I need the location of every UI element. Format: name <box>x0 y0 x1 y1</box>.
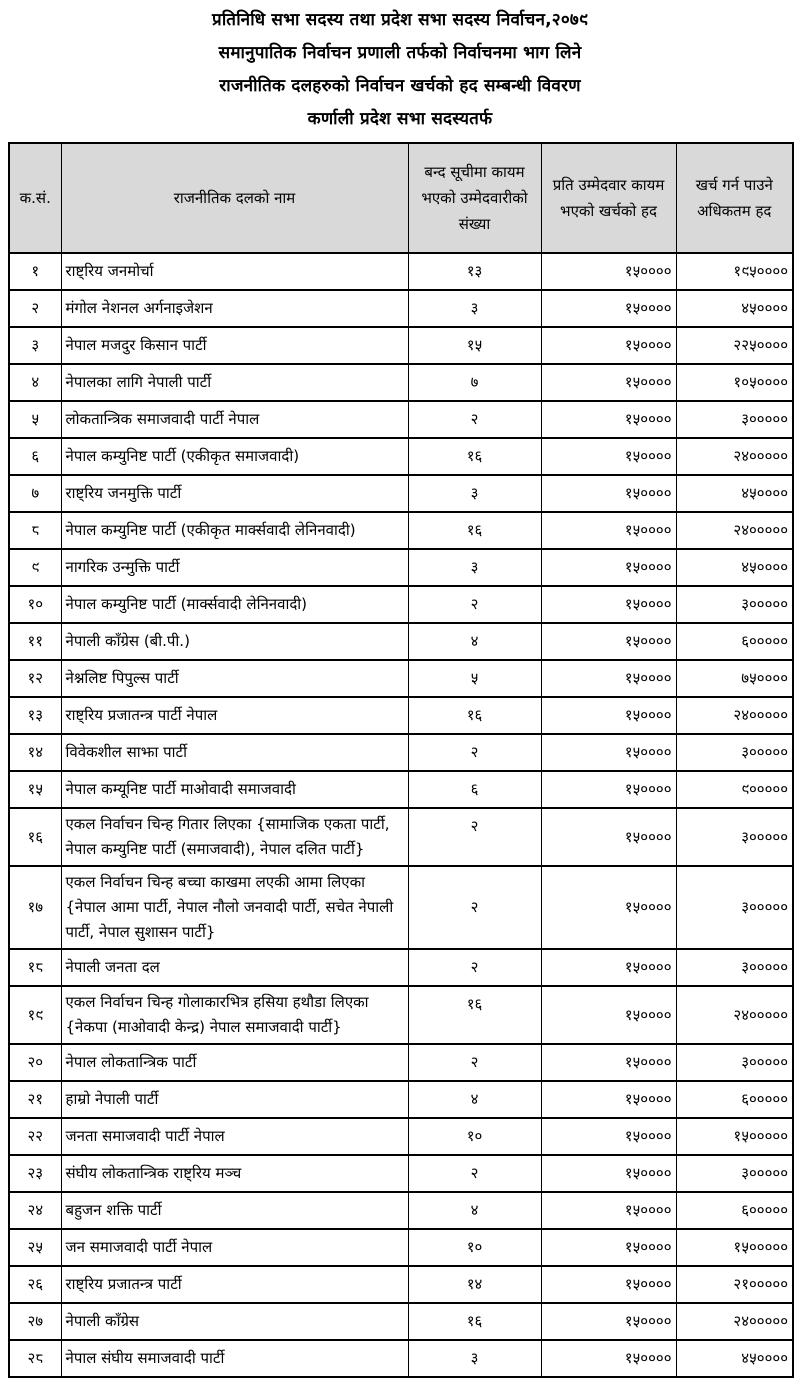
table-row <box>9 866 793 949</box>
table-row <box>9 1155 793 1192</box>
party-name-cell: लोकतान्त्रिक समाजवादी पार्टी नेपाल <box>61 401 408 438</box>
candidate-count-cell: १३ <box>408 253 541 290</box>
candidate-count-cell: २ <box>408 401 541 438</box>
per-candidate-limit-cell: १५०००० <box>541 549 676 586</box>
serial-number-cell: १० <box>9 586 61 623</box>
serial-number-cell: ३ <box>9 327 61 364</box>
table-row <box>9 438 793 475</box>
party-name-cell: नेपाली काँग्रेस (बी.पी.) <box>61 623 408 660</box>
serial-number-cell: १७ <box>9 866 61 949</box>
party-name-cell: संघीय लोकतान्त्रिक राष्ट्रिय मञ्च <box>61 1155 408 1192</box>
party-name-cell: नेपाल संघीय समाजवादी पार्टी <box>61 1340 408 1377</box>
candidate-count-cell: १० <box>408 1118 541 1155</box>
party-name-cell: राष्ट्रिय जनमोर्चा <box>61 253 408 290</box>
maximum-limit-cell: ९००००० <box>676 771 793 808</box>
serial-number-cell: ५ <box>9 401 61 438</box>
maximum-limit-cell: ३००००० <box>676 949 793 986</box>
document-title-block <box>0 10 800 129</box>
per-candidate-limit-cell: १५०००० <box>541 1081 676 1118</box>
per-candidate-limit-cell: १५०००० <box>541 475 676 512</box>
party-name-cell: नेपाल कम्यूनिष्ट पार्टी माओवादी समाजवादी <box>61 771 408 808</box>
maximum-limit-cell: ३००००० <box>676 586 793 623</box>
per-candidate-limit-cell: १५०००० <box>541 1266 676 1303</box>
per-candidate-limit-cell: १५०००० <box>541 1303 676 1340</box>
party-name-cell: एकल निर्वाचन चिन्ह बच्चा काखमा लएकी आमा लिएका {नेपाल आमा पार्टी, नेपाल नौलो जनवादी पार्टी, सचेत नेपाली पार्टी, नेपाल सुशासन पार्टी} <box>61 866 408 949</box>
election-expense-limit-table <box>8 142 794 1378</box>
maximum-limit-cell: १९५०००० <box>676 253 793 290</box>
maximum-limit-cell: ३००००० <box>676 1155 793 1192</box>
per-candidate-limit-cell: १५०००० <box>541 771 676 808</box>
candidate-count-cell: १० <box>408 1229 541 1266</box>
table-row <box>9 660 793 697</box>
candidate-count-cell: ४ <box>408 1081 541 1118</box>
party-name-cell: एकल निर्वाचन चिन्ह गितार लिएका {सामाजिक एकता पार्टी, नेपाल कम्युनिष्ट पार्टी (समाजवादी), नेपाल दलित पार्टी} <box>61 808 408 866</box>
per-candidate-limit-cell: १५०००० <box>541 623 676 660</box>
candidate-count-cell: २ <box>408 949 541 986</box>
serial-number-cell: ७ <box>9 475 61 512</box>
maximum-limit-cell: १५००००० <box>676 1118 793 1155</box>
maximum-limit-cell: २४००००० <box>676 512 793 549</box>
maximum-limit-cell: ४५०००० <box>676 549 793 586</box>
maximum-limit-cell: ४५०००० <box>676 475 793 512</box>
table-row <box>9 1303 793 1340</box>
table-row <box>9 1266 793 1303</box>
candidate-count-cell: १६ <box>408 438 541 475</box>
maximum-limit-cell: ३००००० <box>676 866 793 949</box>
candidate-count-cell: २ <box>408 808 541 866</box>
serial-number-cell: ११ <box>9 623 61 660</box>
maximum-limit-cell: २४००००० <box>676 986 793 1044</box>
table-row <box>9 697 793 734</box>
per-candidate-limit-cell: १५०००० <box>541 401 676 438</box>
serial-number-cell: १५ <box>9 771 61 808</box>
party-name-cell: नेपाली काँग्रेस <box>61 1303 408 1340</box>
serial-number-cell: २ <box>9 290 61 327</box>
maximum-limit-cell: ४५०००० <box>676 1340 793 1377</box>
candidate-count-cell: १४ <box>408 1266 541 1303</box>
candidate-count-cell: २ <box>408 1044 541 1081</box>
serial-number-cell: ६ <box>9 438 61 475</box>
header-closed-list-candidate-count: बन्द सूचीमा कायम भएको उम्मेदवारीको संख्या <box>408 143 541 253</box>
table-row <box>9 949 793 986</box>
per-candidate-limit-cell: १५०००० <box>541 586 676 623</box>
table-row <box>9 401 793 438</box>
maximum-limit-cell: १०५०००० <box>676 364 793 401</box>
per-candidate-limit-cell: १५०००० <box>541 1192 676 1229</box>
serial-number-cell: २३ <box>9 1155 61 1192</box>
table-row <box>9 1044 793 1081</box>
party-name-cell: नेपाल लोकतान्त्रिक पार्टी <box>61 1044 408 1081</box>
candidate-count-cell: २ <box>408 866 541 949</box>
table-row <box>9 586 793 623</box>
per-candidate-limit-cell: १५०००० <box>541 808 676 866</box>
serial-number-cell: २२ <box>9 1118 61 1155</box>
serial-number-cell: १९ <box>9 986 61 1044</box>
party-name-cell: राष्ट्रिय प्रजातन्त्र पार्टी नेपाल <box>61 697 408 734</box>
table-header <box>9 143 793 253</box>
party-name-cell: राष्ट्रिय जनमुक्ति पार्टी <box>61 475 408 512</box>
header-serial-number: क.सं. <box>9 143 61 253</box>
party-name-cell: हाम्रो नेपाली पार्टी <box>61 1081 408 1118</box>
title-line-3: राजनीतिक दलहरुको निर्वाचन खर्चको हद सम्बन्धी विवरण <box>219 76 581 96</box>
party-name-cell: बहुजन शक्ति पार्टी <box>61 1192 408 1229</box>
table-row <box>9 808 793 866</box>
title-line-2: समानुपातिक निर्वाचन प्रणाली तर्फको निर्वाचनमा भाग लिने <box>218 43 582 63</box>
per-candidate-limit-cell: १५०००० <box>541 1118 676 1155</box>
table-row <box>9 253 793 290</box>
maximum-limit-cell: २४००००० <box>676 1303 793 1340</box>
per-candidate-limit-cell: १५०००० <box>541 512 676 549</box>
table-row <box>9 986 793 1044</box>
maximum-limit-cell: ३००००० <box>676 1044 793 1081</box>
candidate-count-cell: १५ <box>408 327 541 364</box>
candidate-count-cell: २ <box>408 1155 541 1192</box>
serial-number-cell: २१ <box>9 1081 61 1118</box>
per-candidate-limit-cell: १५०००० <box>541 949 676 986</box>
serial-number-cell: ४ <box>9 364 61 401</box>
maximum-limit-cell: ६००००० <box>676 623 793 660</box>
candidate-count-cell: १६ <box>408 697 541 734</box>
per-candidate-limit-cell: १५०००० <box>541 1155 676 1192</box>
title-line-4: कर्णाली प्रदेश सभा सदस्यतर्फ <box>307 109 493 129</box>
party-name-cell: नेपाल मजदुर किसान पार्टी <box>61 327 408 364</box>
table-row <box>9 734 793 771</box>
per-candidate-limit-cell: १५०००० <box>541 364 676 401</box>
maximum-limit-cell: ७५०००० <box>676 660 793 697</box>
per-candidate-limit-cell: १५०००० <box>541 986 676 1044</box>
title-line-1: प्रतिनिधि सभा सदस्य तथा प्रदेश सभा सदस्य निर्वाचन,२०७९ <box>212 10 588 30</box>
per-candidate-limit-cell: १५०००० <box>541 660 676 697</box>
per-candidate-limit-cell: १५०००० <box>541 1340 676 1377</box>
serial-number-cell: २८ <box>9 1340 61 1377</box>
candidate-count-cell: १६ <box>408 1303 541 1340</box>
per-candidate-limit-cell: १५०००० <box>541 1044 676 1081</box>
header-per-candidate-expense-limit: प्रति उम्मेदवार कायम भएको खर्चको हद <box>541 143 676 253</box>
candidate-count-cell: २ <box>408 734 541 771</box>
party-name-cell: एकल निर्वाचन चिन्ह गोलाकारभित्र हसिया हथौडा लिएका {नेकपा (माओवादी केन्द्र) नेपाल समाजवादी पार्टी} <box>61 986 408 1044</box>
candidate-count-cell: ४ <box>408 1192 541 1229</box>
table-row <box>9 364 793 401</box>
header-maximum-expense-limit: खर्च गर्न पाउने अधिकतम हद <box>676 143 793 253</box>
maximum-limit-cell: ६००००० <box>676 1192 793 1229</box>
maximum-limit-cell: २१००००० <box>676 1266 793 1303</box>
serial-number-cell: १४ <box>9 734 61 771</box>
candidate-count-cell: २ <box>408 586 541 623</box>
serial-number-cell: २४ <box>9 1192 61 1229</box>
serial-number-cell: १३ <box>9 697 61 734</box>
serial-number-cell: १८ <box>9 949 61 986</box>
table-row <box>9 475 793 512</box>
candidate-count-cell: ५ <box>408 660 541 697</box>
maximum-limit-cell: ३००००० <box>676 808 793 866</box>
per-candidate-limit-cell: १५०००० <box>541 290 676 327</box>
table-row <box>9 290 793 327</box>
serial-number-cell: १२ <box>9 660 61 697</box>
table-row <box>9 1081 793 1118</box>
candidate-count-cell: ६ <box>408 771 541 808</box>
per-candidate-limit-cell: १५०००० <box>541 327 676 364</box>
maximum-limit-cell: २४००००० <box>676 438 793 475</box>
table-row <box>9 1340 793 1377</box>
maximum-limit-cell: २४००००० <box>676 697 793 734</box>
party-name-cell: नेपाल कम्युनिष्ट पार्टी (एकीकृत समाजवादी) <box>61 438 408 475</box>
maximum-limit-cell: ४५०००० <box>676 290 793 327</box>
maximum-limit-cell: ३००००० <box>676 401 793 438</box>
table-row <box>9 623 793 660</box>
table-body <box>9 253 793 1377</box>
table-header-row <box>9 143 793 253</box>
maximum-limit-cell: ६००००० <box>676 1081 793 1118</box>
party-name-cell: नेपाल कम्युनिष्ट पार्टी (एकीकृत मार्क्सवादी लेनिनवादी) <box>61 512 408 549</box>
serial-number-cell: २७ <box>9 1303 61 1340</box>
per-candidate-limit-cell: १५०००० <box>541 866 676 949</box>
candidate-count-cell: १६ <box>408 512 541 549</box>
party-name-cell: नेपाल कम्युनिष्ट पार्टी (मार्क्सवादी लेनिनवादी) <box>61 586 408 623</box>
party-name-cell: नेपालका लागि नेपाली पार्टी <box>61 364 408 401</box>
serial-number-cell: १ <box>9 253 61 290</box>
serial-number-cell: १६ <box>9 808 61 866</box>
per-candidate-limit-cell: १५०००० <box>541 438 676 475</box>
table-row <box>9 327 793 364</box>
candidate-count-cell: ३ <box>408 1340 541 1377</box>
header-party-name: राजनीतिक दलको नाम <box>61 143 408 253</box>
candidate-count-cell: १६ <box>408 986 541 1044</box>
party-name-cell: नेश्नलिष्ट पिपुल्स पार्टी <box>61 660 408 697</box>
per-candidate-limit-cell: १५०००० <box>541 253 676 290</box>
party-name-cell: जनता समाजवादी पार्टी नेपाल <box>61 1118 408 1155</box>
candidate-count-cell: ७ <box>408 364 541 401</box>
serial-number-cell: ९ <box>9 549 61 586</box>
candidate-count-cell: ३ <box>408 549 541 586</box>
maximum-limit-cell: १५००००० <box>676 1229 793 1266</box>
maximum-limit-cell: ३००००० <box>676 734 793 771</box>
serial-number-cell: ८ <box>9 512 61 549</box>
party-name-cell: नेपाली जनता दल <box>61 949 408 986</box>
party-name-cell: विवेकशील साझा पार्टी <box>61 734 408 771</box>
party-name-cell: मंगोल नेशनल अर्गनाइजेशन <box>61 290 408 327</box>
serial-number-cell: २६ <box>9 1266 61 1303</box>
per-candidate-limit-cell: १५०००० <box>541 697 676 734</box>
party-name-cell: राष्ट्रिय प्रजातन्त्र पार्टी <box>61 1266 408 1303</box>
table-row <box>9 1118 793 1155</box>
candidate-count-cell: ४ <box>408 623 541 660</box>
table-row <box>9 549 793 586</box>
per-candidate-limit-cell: १५०००० <box>541 1229 676 1266</box>
party-name-cell: नागरिक उन्मुक्ति पार्टी <box>61 549 408 586</box>
party-name-cell: जन समाजवादी पार्टी नेपाल <box>61 1229 408 1266</box>
table-row <box>9 1229 793 1266</box>
table-row <box>9 1192 793 1229</box>
serial-number-cell: २० <box>9 1044 61 1081</box>
table-row <box>9 512 793 549</box>
serial-number-cell: २५ <box>9 1229 61 1266</box>
maximum-limit-cell: २२५०००० <box>676 327 793 364</box>
per-candidate-limit-cell: १५०००० <box>541 734 676 771</box>
table-row <box>9 771 793 808</box>
candidate-count-cell: ३ <box>408 475 541 512</box>
candidate-count-cell: ३ <box>408 290 541 327</box>
